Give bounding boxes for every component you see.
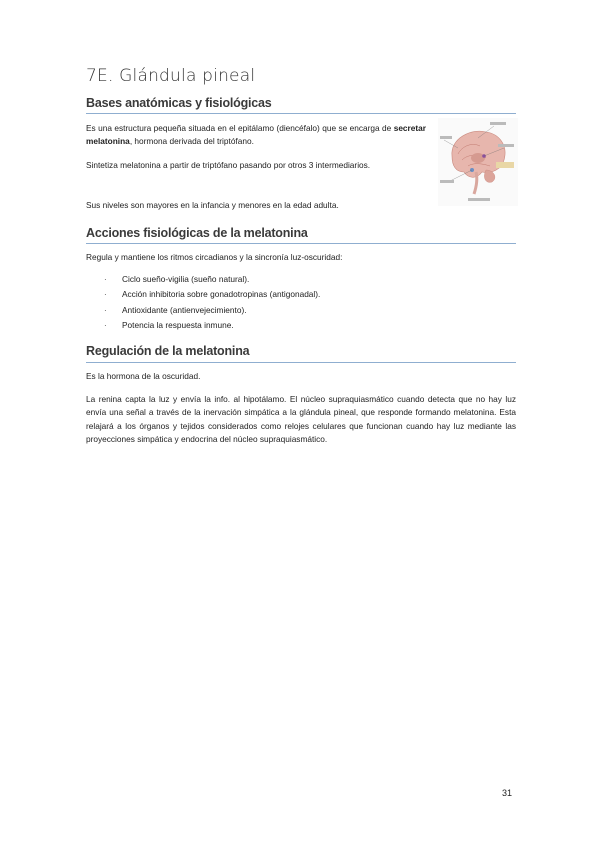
list-item-text: Ciclo sueño-vigilia (sueño natural). <box>122 274 250 284</box>
bullet-icon: · <box>104 290 107 300</box>
section-heading-regulacion: Regulación de la melatonina <box>86 344 250 358</box>
paragraph-text: , hormona derivada del triptófano. <box>129 136 254 147</box>
list-item <box>104 318 320 333</box>
page-title: 7E. Glándula pineal <box>86 66 256 86</box>
brain-diagram-image <box>438 118 518 206</box>
bullet-icon: · <box>104 275 107 284</box>
actions-list <box>104 272 320 333</box>
paragraph-levels: Sus niveles son mayores en la infancia y menores en la edad adulta. <box>86 200 339 210</box>
list-item <box>104 272 320 287</box>
section-divider <box>86 362 516 363</box>
bold-text: secretar melatonina <box>86 123 426 147</box>
section-heading-acciones: Acciones fisiológicas de la melatonina <box>86 226 308 240</box>
paragraph-oscuridad: Es la hormona de la oscuridad. <box>86 371 201 381</box>
list-item-text: Acción inhibitoria sobre gonadotropinas (antigonadal). <box>122 289 321 300</box>
paragraph-text: Es una estructura pequeña situada en el epitálamo (diencéfalo) que se encarga de <box>86 123 394 133</box>
list-item <box>104 303 320 318</box>
paragraph-regulation-detail: La renina capta la luz y envía la info. al hipotálamo. El núcleo supraquiasmático cuando detecta que no hay luz envía una señal a través de la inervación simpática a la glándula pineal, que responde formando melatonina. Esta relajará a los órganos y tejidos considerados como relojes celulares que funcionan cuando hay luz mediante las proyecciones simpática y endocrina del núcleo supraquiasmático. <box>86 394 516 444</box>
list-item-text: Potencia la respuesta inmune. <box>122 319 234 330</box>
page-number: 31 <box>502 788 513 798</box>
paragraph-synthesis: Sintetiza melatonina a partir de triptófano pasando por otros 3 intermediarios. <box>86 160 371 170</box>
brain-illustration <box>438 118 518 206</box>
list-item-text: Antioxidante (antienvejecimiento). <box>122 304 247 315</box>
section-heading-bases: Bases anatómicas y fisiológicas <box>86 96 272 110</box>
paragraph-regula: Regula y mantiene los ritmos circadianos y la sincronía luz-oscuridad: <box>86 252 343 262</box>
section-divider <box>86 243 516 244</box>
section-divider <box>86 113 516 114</box>
bullet-icon: · <box>104 305 107 315</box>
paragraph-structure <box>86 122 426 149</box>
bullet-icon: · <box>104 320 107 330</box>
list-item <box>104 287 320 302</box>
